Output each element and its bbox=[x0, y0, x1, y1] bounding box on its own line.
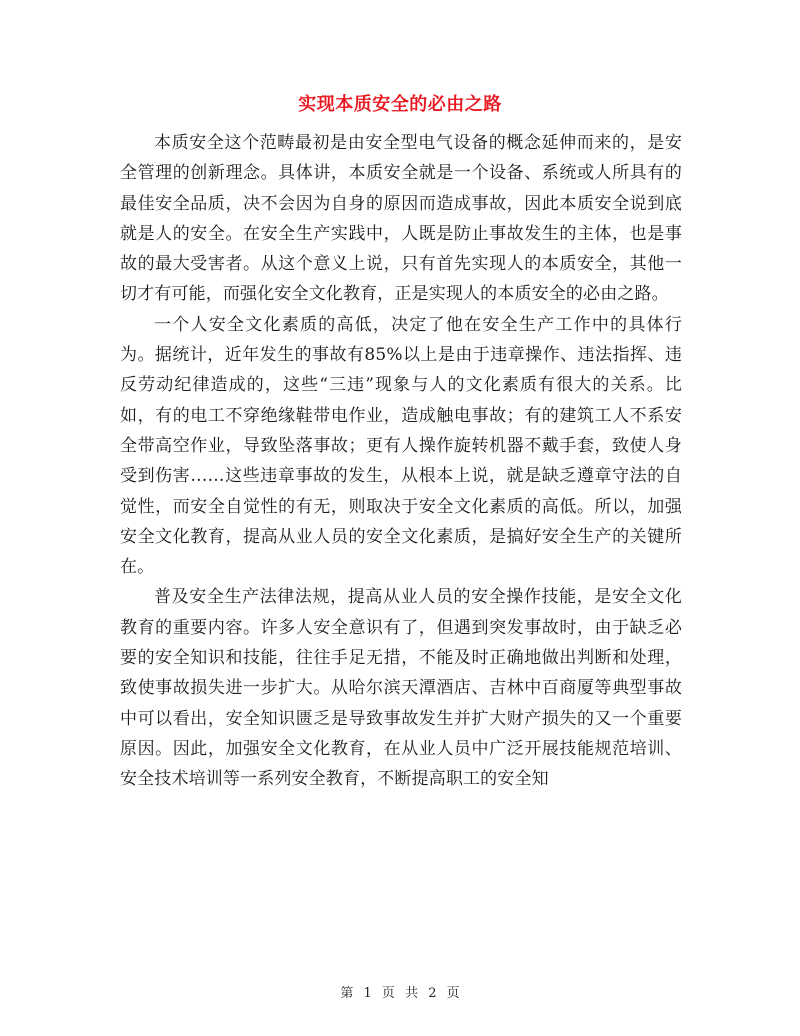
page-footer bbox=[0, 985, 800, 1003]
footer-current-page: 1 bbox=[363, 986, 372, 1001]
footer-total-prefix: 共 bbox=[405, 986, 419, 1001]
footer-page-unit: 页 bbox=[381, 986, 395, 1001]
paragraph-2: 一个人安全文化素质的高低，决定了他在安全生产工作中的具体行为。据统计，近年发生的事故有85%以上是由于违章操作、违法指挥、违反劳动纪律造成的，这些“三违”现象与人的文化素质有很大的关系。比如，有的电工不穿绝缘鞋带电作业，造成触电事故；有的建筑工人不系安全带高空作业，导致坠落事故；更有人操作旋转机器不戴手套，致使人身受到伤害……这些违章事故的发生，从根本上说，就是缺乏遵章守法的自觉性，而安全自觉性的有无，则取决于安全文化素质的高低。所以，加强安全文化教育，提高从业人员的安全文化素质，是搞好安全生产的关键所在。 bbox=[120, 314, 682, 578]
paragraph-1: 本质安全这个范畴最初是由安全型电气设备的概念延伸而来的，是安全管理的创新理念。具体讲，本质安全就是一个设备、系统或人所具有的最佳安全品质，决不会因为自身的原因而造成事故，因此本质安全说到底就是人的安全。在安全生产实践中，人既是防止事故发生的主体，也是事故的最大受害者。从这个意义上说，只有首先实现人的本质安全，其他一切才有可能，而强化安全文化教育，正是实现人的本质安全的必由之路。 bbox=[120, 133, 682, 305]
footer-total-unit: 页 bbox=[446, 986, 460, 1001]
document-title: 实现本质安全的必由之路 bbox=[298, 94, 502, 115]
paragraph-3: 普及安全生产法律法规，提高从业人员的安全操作技能，是安全文化教育的重要内容。许多人安全意识有了，但遇到突发事故时，由于缺乏必要的安全知识和技能，往往手足无措，不能及时正确地做出判断和处理，致使事故损失进一步扩大。从哈尔滨天潭酒店、吉林中百商厦等典型事故中可以看出，安全知识匮乏是导致事故发生并扩大财产损失的又一个重要原因。因此，加强安全文化教育，在从业人员中广泛开展技能规范培训、安全技术培训等一系列安全教育，不断提高职工的安全知 bbox=[120, 587, 682, 790]
footer-prefix: 第 bbox=[340, 986, 354, 1001]
footer-total-pages: 2 bbox=[428, 986, 437, 1001]
document-body bbox=[120, 128, 682, 795]
